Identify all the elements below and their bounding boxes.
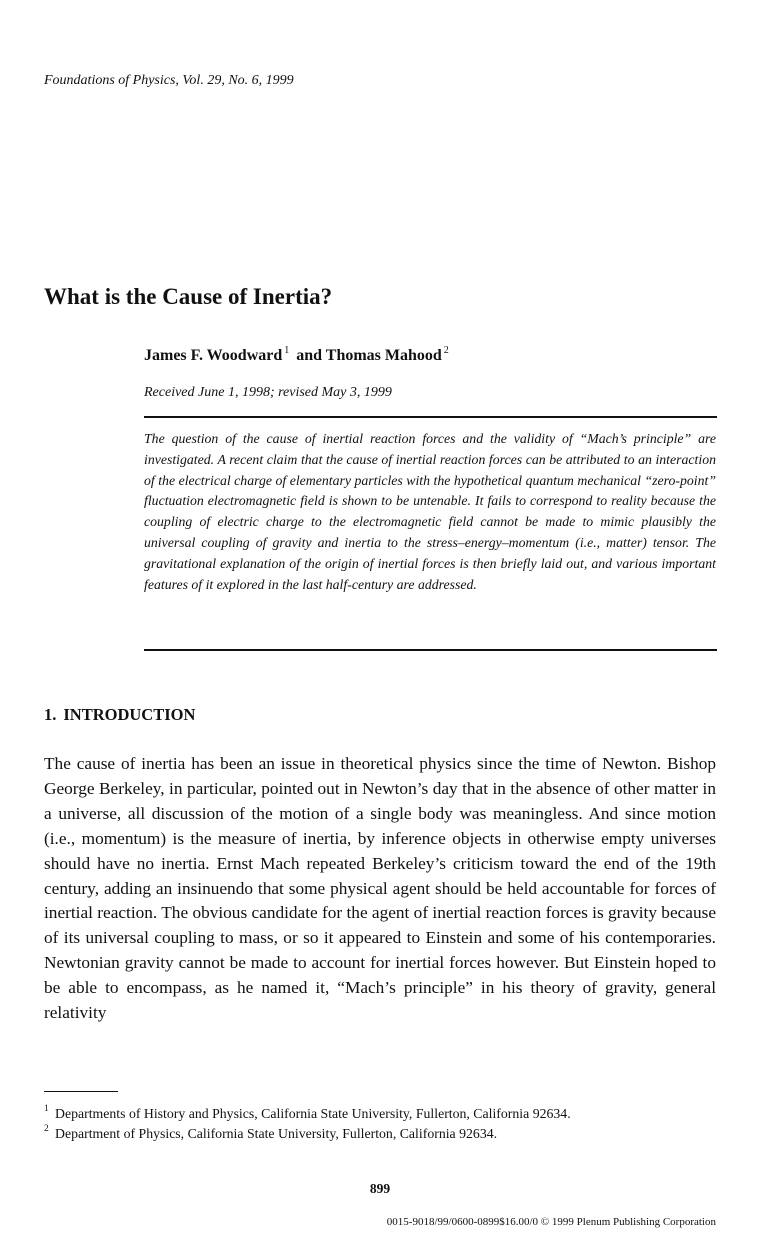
received-dates: Received June 1, 1998; revised May 3, 1999 xyxy=(144,385,392,400)
section-title: INTRODUCTION xyxy=(63,705,196,724)
author-conjunction: and xyxy=(296,347,323,364)
footnote-text: Departments of History and Physics, California State University, Fullerton, California 92634. xyxy=(55,1106,571,1121)
footnote-mark: 2 xyxy=(44,1123,49,1134)
footnote-item xyxy=(44,1124,716,1144)
affiliation-mark: 1 xyxy=(284,345,290,356)
footnotes xyxy=(44,1104,716,1143)
abstract-top-rule xyxy=(144,416,717,418)
footnote-separator xyxy=(44,1091,118,1092)
footnote-item xyxy=(44,1104,716,1124)
abstract: The question of the cause of inertial reaction forces and the validity of “Mach’s principle” are investigated. A recent claim that the cause of inertial reaction forces can be attributed to an interaction of the electrical charge of elementary particles with the hypothetical quantum mechanical “zero-point” fluctuation electromagnetic field is shown to be untenable. It fails to correspond to reality because the coupling of electric charge to the electromagnetic field cannot be made to mimic plausibly the universal coupling of gravity and inertia to the stress–energy–momentum (i.e., matter) tensor. The gravitational explanation of the origin of inertial forces is then briefly laid out, and various important features of it explored in the last half-century are addressed. xyxy=(144,431,716,592)
footnote-text: Department of Physics, California State University, Fullerton, California 92634. xyxy=(55,1125,498,1141)
section-number: 1. xyxy=(44,705,57,724)
introduction-paragraph: The cause of inertia has been an issue in theoretical physics since the time of Newton. Bishop George Berkeley, in particular, pointed out in Newton’s day that in the absence of other matter in a universe, all discussion of the motion of a single body was meaningless. And since motion (i.e., momentum) is the measure of inertia, by inference objects in otherwise empty universes should have no inertia. Ernst Mach repeated Berkeley’s criticism toward the end of the 19th century, adding an insinuendo that some physical agent should be held accountable for forces of inertial reaction. The obvious candidate for the agent of inertial reaction forces is gravity because of its universal coupling to mass, or so it appeared to Einstein and some of his contemporaries. Newtonian gravity cannot be made to account for inertial forces however. But Einstein hoped to be able to encompass, as he named it, “Mach’s principle” in his theory of gravity, general relativity xyxy=(44,754,716,1023)
author-name-woodward: James F. Woodward xyxy=(144,347,283,364)
paper-title: What is the Cause of Inertia? xyxy=(44,284,333,309)
affiliation-mark: 2 xyxy=(443,345,449,356)
author-name-mahood: Thomas Mahood xyxy=(325,347,442,364)
journal-citation: Foundations of Physics, Vol. 29, No. 6, 1999 xyxy=(44,73,294,88)
copyright-line: 0015-9018/99/0600-0899$16.00/0 © 1999 Plenum Publishing Corporation xyxy=(386,1216,716,1228)
section-heading xyxy=(44,705,195,725)
footnote-mark: 1 xyxy=(44,1104,49,1114)
author-line xyxy=(144,345,452,365)
abstract-bottom-rule xyxy=(144,649,717,651)
page-number: 899 xyxy=(369,1181,391,1196)
